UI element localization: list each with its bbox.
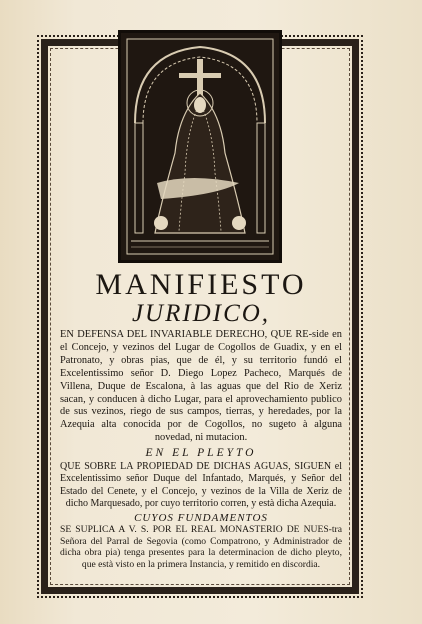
document-subtitle: JURIDICO,: [131, 300, 271, 327]
document-title: MANIFIESTO: [95, 268, 307, 301]
woodcut-illustration: [118, 30, 282, 263]
document-text: [60, 268, 342, 570]
pleyto-heading: EN EL PLEYTO: [145, 447, 257, 460]
fundamentos-heading: CUYOS FUNDAMENTOS: [134, 511, 268, 524]
pleyto-paragraph: QUE SOBRE LA PROPIEDAD DE DICHAS AGUAS, SIGUEN el Excelentissimo señor Duque del Infantado, Marqués, y Señor del Estado del Cenete, y el Concejo, y vezinos de la Villa de Xeriz de dicho Marquesado, por cuyo territorio corren, y està dicha Azequia.: [60, 461, 342, 509]
woodcut-virgin-icon: [121, 33, 279, 260]
fundamentos-paragraph: SE SUPLICA A V. S. POR EL REAL MONASTERIO DE NUES-tra Señora del Parral de Segovia (como Compatrono, y Administrador de dicha obra pia) tenga presentes para la determinacion de dicho pleyto, que està visto en la primera Instancia, y remitido en discordia.: [60, 523, 342, 570]
intro-paragraph: EN DEFENSA DEL INVARIABLE DERECHO, QUE RE-side en el Concejo, y vezinos del Lugar de Cogollos de Guadix, y en el Patronato, y obras pias, que de él, y su territorio fundó el Excelentissimo señor D. Diego Lopez Pacheco, Marqués de Villena, Duque de Escalona, à las aguas que del Rio de Xeriz sacan, y conducen à dicho Lugar, para el aprovechamiento publico de sus vezinos, riego de sus campos, tierras, y heredades, por la Azequia alta conocida por de Cogollos, no sugeto à alguna novedad, ni mutacion.: [60, 329, 342, 444]
